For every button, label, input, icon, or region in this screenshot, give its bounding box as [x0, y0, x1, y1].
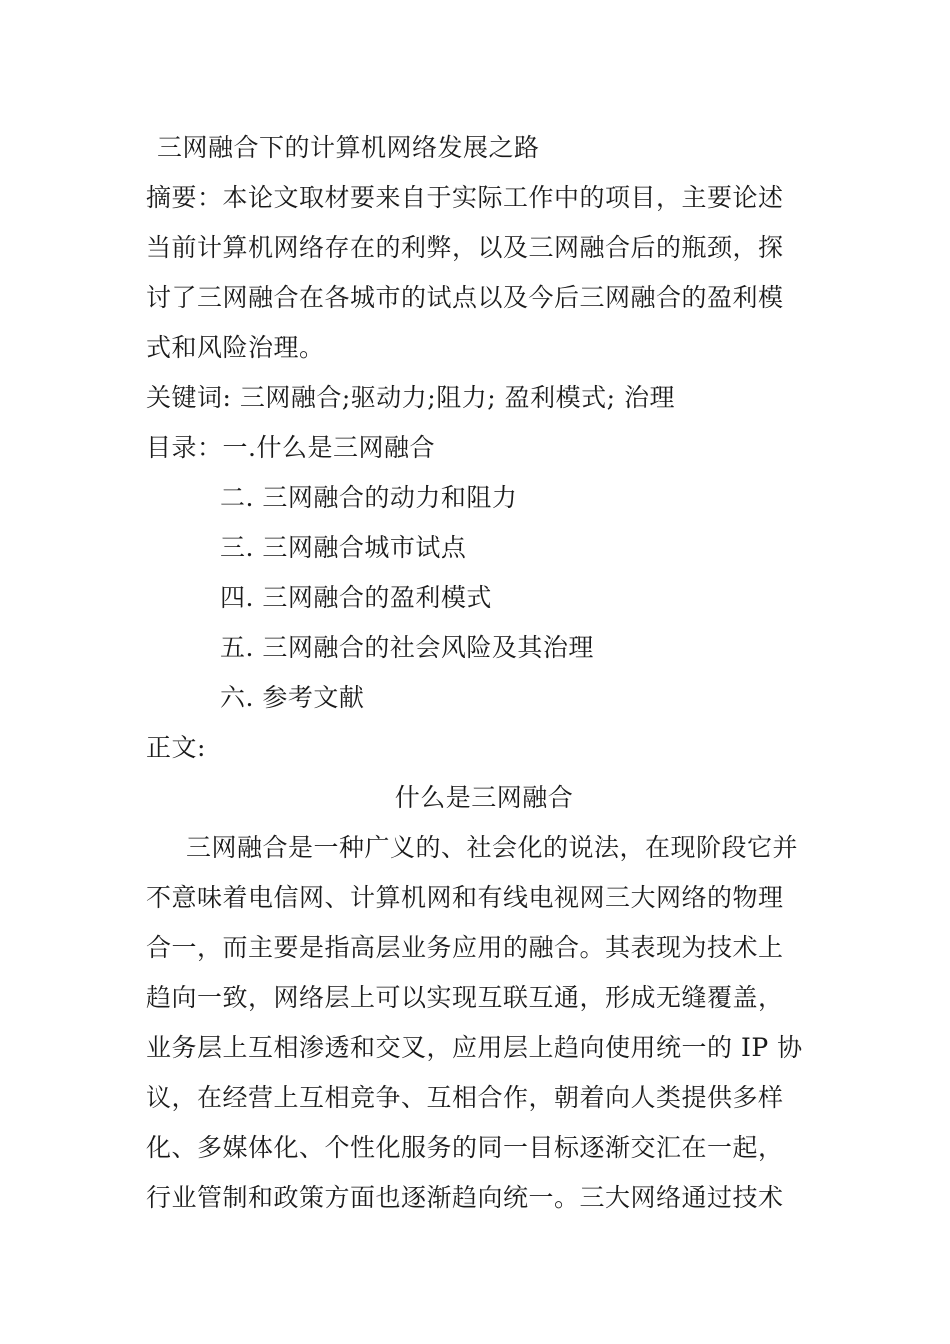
- paragraph-line: 不意味着电信网、计算机网和有线电视网三大网络的物理: [146, 883, 784, 912]
- toc-item: 二. 三网融合的动力和阻力: [220, 483, 518, 512]
- section-heading: 什么是三网融合: [394, 783, 574, 812]
- toc-first-item: 目录：一.什么是三网融合: [146, 433, 435, 462]
- body-label: 正文:: [146, 733, 206, 762]
- abstract-line-2: 当前计算机网络存在的利弊，以及三网融合后的瓶颈，探: [146, 233, 784, 262]
- toc-item: 三. 三网融合城市试点: [220, 533, 467, 562]
- toc-item: 五. 三网融合的社会风险及其治理: [220, 633, 594, 662]
- paragraph-line: 行业管制和政策方面也逐渐趋向统一。三大网络通过技术: [146, 1183, 784, 1212]
- paragraph-line: 趋向一致，网络层上可以实现互联互通，形成无缝覆盖，: [146, 983, 784, 1012]
- document-title: 三网融合下的计算机网络发展之路: [157, 133, 540, 162]
- abstract-line-4: 式和风险治理。: [146, 333, 325, 362]
- abstract-line-1: 摘要：本论文取材要来自于实际工作中的项目，主要论述: [146, 183, 784, 212]
- paragraph-line: 化、多媒体化、个性化服务的同一目标逐渐交汇在一起，: [146, 1133, 784, 1162]
- paragraph-line: 议，在经营上互相竞争、互相合作，朝着向人类提供多样: [146, 1083, 784, 1112]
- abstract-line-3: 讨了三网融合在各城市的试点以及今后三网融合的盈利模: [146, 283, 784, 312]
- paragraph-line: 三网融合是一种广义的、社会化的说法，在现阶段它并: [186, 833, 799, 862]
- toc-item: 四. 三网融合的盈利模式: [220, 583, 492, 612]
- keywords-line: 关键词: 三网融合;驱动力;阻力; 盈利模式; 治理: [146, 383, 675, 412]
- paragraph-line: 业务层上互相渗透和交叉，应用层上趋向使用统一的 IP 协: [146, 1033, 803, 1062]
- paragraph-line: 合一，而主要是指高层业务应用的融合。其表现为技术上: [146, 933, 784, 962]
- toc-item: 六. 参考文献: [220, 683, 365, 712]
